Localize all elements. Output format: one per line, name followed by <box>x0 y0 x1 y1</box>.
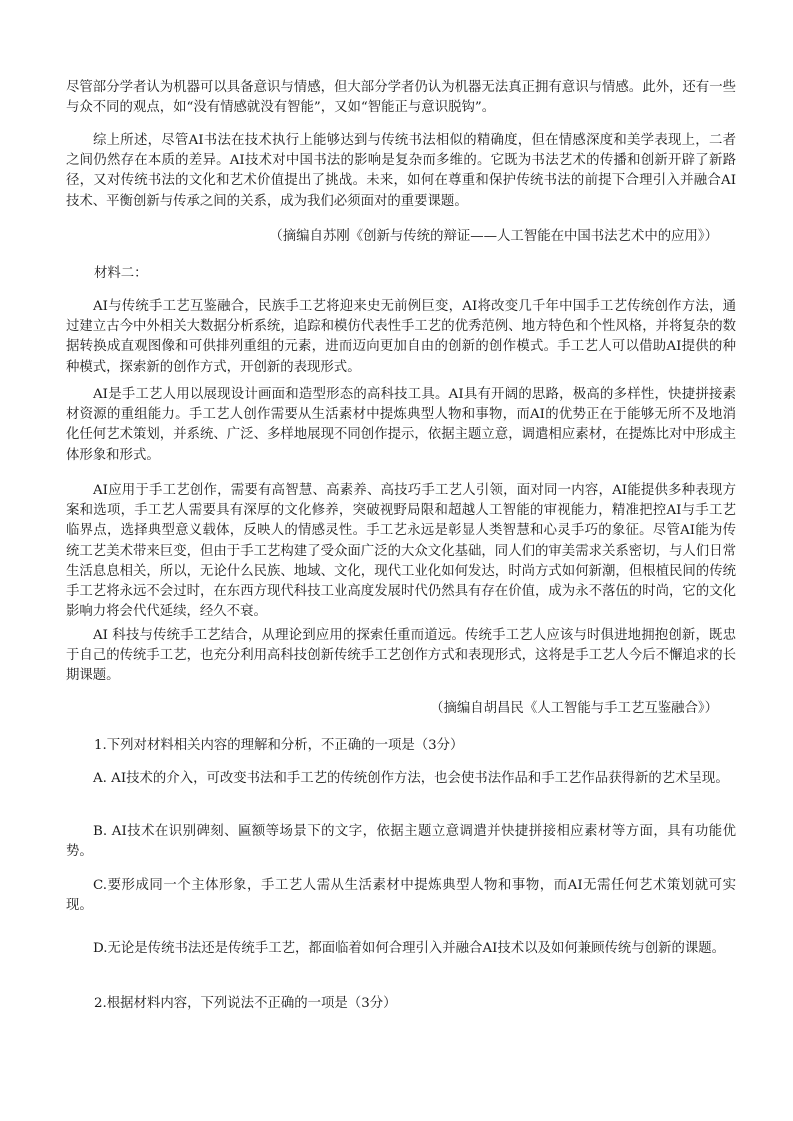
question-1-option-c: C.要形成同一个主体形象，手工艺人需从生活素材中提炼典型人物和事物，而AI无需任何艺术策划就可实现。 <box>66 878 736 914</box>
question-2: 2.根据材料内容，下列说法不正确的一项是（3分） <box>94 996 397 1011</box>
material-two-heading: 材料二： <box>94 266 148 281</box>
question-1: 1.下列对材料相关内容的理解和分析，不正确的一项是（3分） <box>94 738 464 753</box>
paragraph-ai-tool: AI是手工艺人用以展现设计画面和造型形态的高科技工具。AI具有开阔的思路，极高的多样性，快捷拼接素材资源的重组能力。手工艺人创作需要从生活素材中提炼典型人物和事物，而AI的优势正在于能够无所不及地消化任何艺术策划，并系统、广泛、多样地展现不同创作提示，依据主题立意，调遣相应素材，在提炼比对中形成主体形象和形式。 <box>66 387 736 463</box>
paragraph-ai-application: AI应用于手工艺创作，需要有高智慧、高素养、高技巧手工艺人引领，面对同一内容，AI能提供多种表现方案和选项，手工艺人需要具有深厚的文化修养，突破视野局限和超越人工智能的审视能力，精准把控AI与手工艺临界点，选择典型意义载体，反映人的情感灵性。手工艺永远是彰显人类智慧和心灵手巧的象征。尽管AI能为传统工艺美术带来巨变，但由于手工艺构建了受众面广泛的大众文化基础，同人们的审美需求关系密切，与人们日常生活息息相关，所以，无论什么民族、地域、文化，现代工业化如何发达，时尚方式如何新潮，但根植民间的传统手工艺将永远不会过时，在东西方现代科技工业高度发展时代仍然具有存在价值，成为永不落伍的时尚，它的文化影响力将会代代延续，经久不衰。 <box>66 483 736 620</box>
question-1-option-a: A. AI技术的介入，可改变书法和手工艺的传统创作方法，也会使书法作品和手工艺作品获得新的艺术呈现。 <box>93 771 729 786</box>
source-citation-1: （摘编自苏刚《创新与传统的辩证——人工智能在中国书法艺术中的应用》） <box>269 229 718 244</box>
source-citation-2: （摘编自胡昌民《人工智能与手工艺互鉴融合》） <box>430 701 718 716</box>
paragraph-consciousness-views: 尽管部分学者认为机器可以具备意识与情感，但大部分学者仍认为机器无法真正拥有意识与情感。此外，还有一些与众不同的观点，如“没有情感就没有智能”，又如“智能正与意识脱钩”。 <box>66 80 736 116</box>
paragraph-summary-calligraphy: 综上所述，尽管AI书法在技术执行上能够达到与传统书法相似的精确度，但在情感深度和美学表现上，二者之间仍然存在本质的差异。AI技术对中国书法的影响是复杂而多维的。它既为书法艺术的传播和创新开辟了新路径，又对传统书法的文化和艺术价值提出了挑战。未来，如何在尊重和保护传统书法的前提下合理引入并融合AI技术、平衡创新与传承之间的关系，成为我们必须面对的重要课题。 <box>66 133 736 209</box>
paragraph-ai-combination: AI 科技与传统手工艺结合，从理论到应用的探索任重而道远。传统手工艺人应该与时俱进地拥抱创新，既忠于自己的传统手工艺，也充分利用高科技创新传统手工艺创作方式和表现形式，这将是手工艺人今后不懈追求的长期课题。 <box>66 628 736 684</box>
question-1-option-d: D.无论是传统书法还是传统手工艺，都面临着如何合理引入并融合AI技术以及如何兼顾传统与创新的课题。 <box>93 941 726 956</box>
paragraph-ai-handicraft-fusion: AI与传统手工艺互鉴融合，民族手工艺将迎来史无前例巨变，AI将改变几千年中国手工艺传统创作方法，通过建立古今中外相关大数据分析系统，追踪和模仿代表性手工艺的优秀范例、地方特色和个性风格，并将复杂的数据转换成直观图像和可供排列重组的元素，进而迈向更加自由的创新的创作模式。手工艺人可以借助AI提供的种种模式，探索新的创作方式，开创新的表现形式。 <box>66 299 736 375</box>
question-1-option-b: B. AI技术在识别碑刻、匾额等场景下的文字，依据主题立意调遣并快捷拼接相应素材等方面，具有功能优势。 <box>66 824 736 860</box>
